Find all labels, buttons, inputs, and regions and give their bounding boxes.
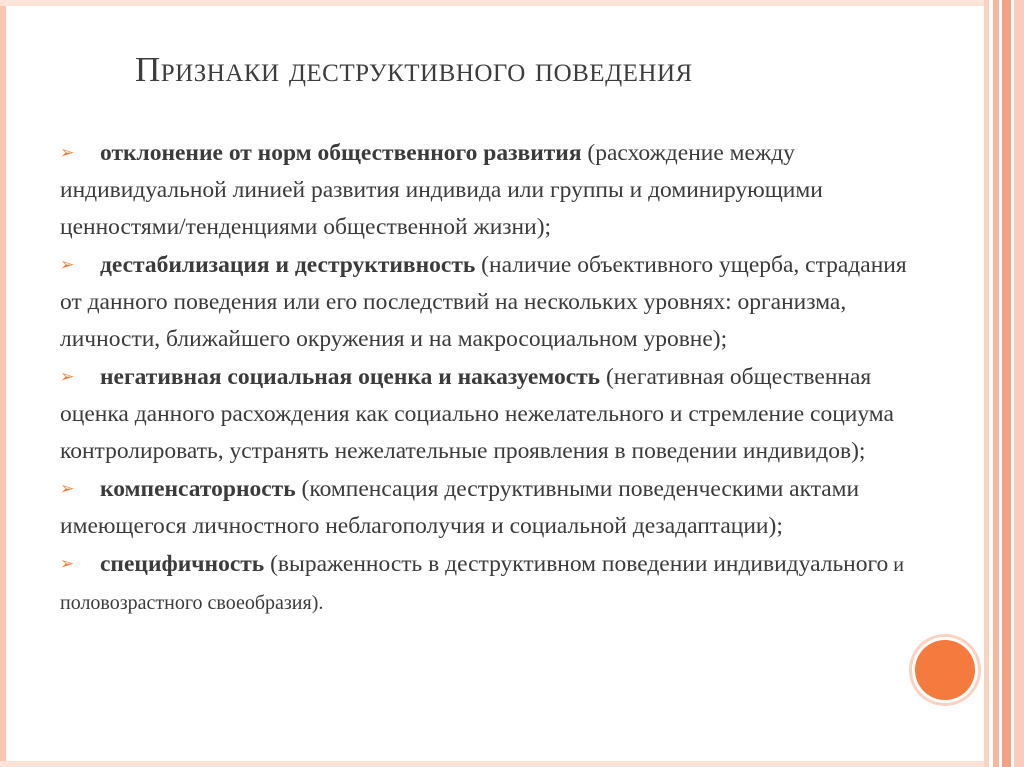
- left-border: [0, 0, 6, 767]
- item-description-small: и половозрастного своеобразия).: [60, 554, 904, 614]
- list-item: [60, 134, 930, 246]
- item-description: (расхождение между индивидуальной линией развития индивида или группы и доминирующими ценностями/тенденциями общественной жизни);: [60, 140, 823, 240]
- bullet-list: [60, 134, 930, 622]
- item-description: (выраженность в деструктивном поведении индивидуального: [264, 551, 889, 577]
- item-term: негативная социальная оценка и наказуемость: [100, 364, 601, 390]
- bottom-border: [0, 761, 985, 767]
- arrow-bullet-icon: ➢: [60, 143, 75, 162]
- list-item: [60, 545, 930, 622]
- orange-circle-decor: [915, 640, 975, 700]
- item-term: дестабилизация и деструктивность: [100, 252, 476, 278]
- arrow-bullet-icon: ➢: [60, 255, 75, 274]
- list-item: [60, 358, 930, 470]
- item-description: (компенсация деструктивными поведенческими актами имеющегося личностного неблагополучия и социальной дезадаптации);: [60, 476, 860, 539]
- arrow-bullet-icon: ➢: [60, 479, 75, 498]
- list-item: [60, 470, 930, 545]
- arrow-bullet-icon: ➢: [60, 367, 75, 386]
- arrow-bullet-icon: ➢: [60, 554, 75, 573]
- item-term: компенсаторность: [100, 476, 296, 502]
- slide-title: Признаки деструктивного поведения: [135, 50, 693, 89]
- item-description: (негативная общественная оценка данного расхождения как социально нежелательного и стремление социума контролировать, устранять нежелательные проявления в поведении индивидов);: [60, 364, 894, 464]
- item-term: специфичность: [100, 551, 265, 577]
- item-description: (наличие объективного ущерба, страдания от данного поведения или его последствий на нескольких уровнях: организма, личности, ближайшего окружения и на макросоциальном уровне);: [60, 252, 907, 352]
- list-item: [60, 246, 930, 358]
- top-border: [0, 0, 985, 6]
- right-decor-stripes: [984, 0, 1024, 767]
- item-term: отклонение от норм общественного развития: [100, 140, 582, 166]
